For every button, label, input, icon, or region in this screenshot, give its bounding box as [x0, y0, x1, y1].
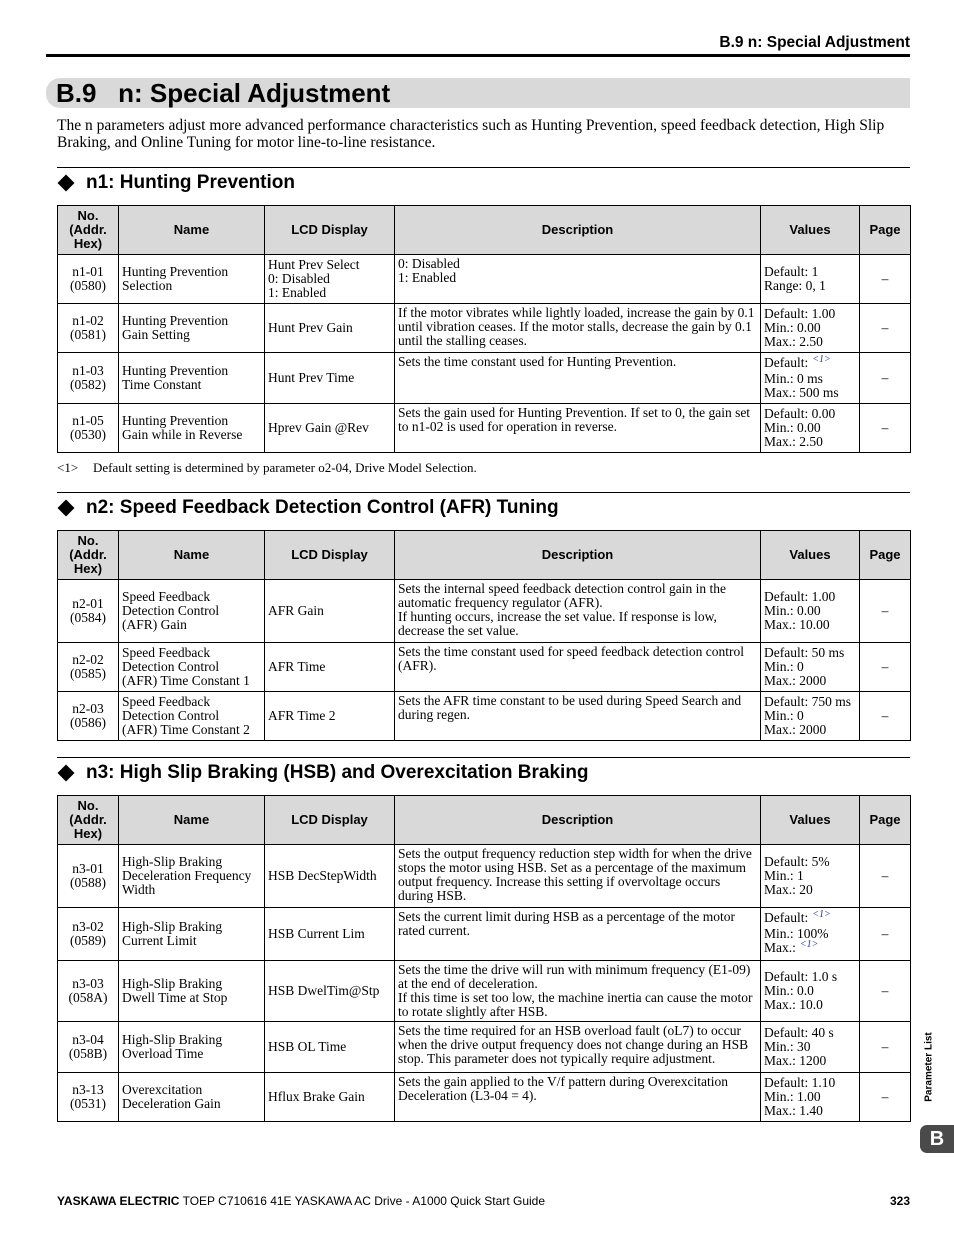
param-lcd-display: HSB Current Lim	[265, 908, 395, 961]
param-number: n3-04 (058B)	[58, 1022, 119, 1073]
table-row	[58, 353, 911, 404]
parameter-table-n3	[57, 795, 911, 1122]
param-name: Speed Feedback Detection Control (AFR) Time Constant 2	[119, 692, 265, 741]
param-page: –	[860, 255, 911, 304]
param-description: Sets the output frequency reduction step width for when the drive stops the motor using HSB. Set as a percentage of the maximum output frequency. Increase this setting if overvoltage occurs during HSB.	[395, 845, 761, 908]
diamond-bullet-icon	[58, 765, 75, 782]
param-number: n3-01 (0588)	[58, 845, 119, 908]
param-number: n2-01 (0584)	[58, 580, 119, 643]
diamond-bullet-icon	[58, 175, 75, 192]
col-header-page: Page	[860, 531, 911, 580]
param-number: n1-01 (0580)	[58, 255, 119, 304]
param-number: n3-03 (058A)	[58, 961, 119, 1022]
col-header-description: Description	[395, 531, 761, 580]
param-lcd-display: Hprev Gain @Rev	[265, 404, 395, 453]
param-values: Default: 50 ms Min.: 0 Max.: 2000	[761, 643, 860, 692]
footnote-mark: <1>	[57, 460, 79, 475]
footer-brand: YASKAWA ELECTRIC	[57, 1194, 180, 1208]
footer-doc-title: TOEP C710616 41E YASKAWA AC Drive - A1000 Quick Start Guide	[182, 1194, 546, 1208]
param-name: High-Slip Braking Overload Time	[119, 1022, 265, 1073]
param-description: 0: Disabled 1: Enabled	[395, 255, 761, 304]
values-default-label: Default:	[764, 355, 809, 370]
table-row	[58, 404, 911, 453]
subsection-rule	[57, 167, 910, 168]
param-description: Sets the time constant used for speed feedback detection control (AFR).	[395, 643, 761, 692]
param-values: Default: 750 ms Min.: 0 Max.: 2000	[761, 692, 860, 741]
col-header-description: Description	[395, 206, 761, 255]
param-values: Default: 1.0 s Min.: 0.0 Max.: 10.0	[761, 961, 860, 1022]
param-number: n3-02 (0589)	[58, 908, 119, 961]
param-number: n1-05 (0530)	[58, 404, 119, 453]
col-header-no: No. (Addr. Hex)	[58, 796, 119, 845]
col-header-lcd: LCD Display	[265, 796, 395, 845]
section-title	[56, 78, 390, 108]
table-row	[58, 1022, 911, 1073]
footnote-text: Default setting is determined by parameter o2-04, Drive Model Selection.	[93, 460, 477, 475]
param-page: –	[860, 692, 911, 741]
param-values	[761, 908, 860, 961]
param-name: High-Slip Braking Deceleration Frequency Width	[119, 845, 265, 908]
param-values: Default: 1.00 Min.: 0.00 Max.: 2.50	[761, 304, 860, 353]
side-tab-label	[915, 1027, 943, 1107]
page-footer	[57, 1194, 910, 1208]
param-description: Sets the time the drive will run with minimum frequency (E1-09) at the end of deceleration. If this time is set too low, the machine inertia can cause the motor to rotate slightly after HSB.	[395, 961, 761, 1022]
footnote-link[interactable]: <1>	[812, 354, 831, 365]
subsection-rule	[57, 492, 910, 493]
param-number: n2-03 (0586)	[58, 692, 119, 741]
table-row	[58, 961, 911, 1022]
footnote	[57, 460, 477, 476]
col-header-lcd: LCD Display	[265, 206, 395, 255]
table-row	[58, 1073, 911, 1122]
param-name: Hunting Prevention Gain while in Reverse	[119, 404, 265, 453]
param-name: High-Slip Braking Current Limit	[119, 908, 265, 961]
diamond-bullet-icon	[58, 500, 75, 517]
parameter-table-n1	[57, 205, 911, 453]
parameter-table-n2	[57, 530, 911, 741]
table-header-row	[58, 531, 911, 580]
page-number: 323	[889, 1194, 910, 1208]
param-name: Speed Feedback Detection Control (AFR) Time Constant 1	[119, 643, 265, 692]
param-lcd-display: AFR Gain	[265, 580, 395, 643]
param-number: n3-13 (0531)	[58, 1073, 119, 1122]
param-page: –	[860, 580, 911, 643]
param-values: Default: 1.10 Min.: 1.00 Max.: 1.40	[761, 1073, 860, 1122]
table-row	[58, 845, 911, 908]
table-row	[58, 692, 911, 741]
param-lcd-display: HSB DwelTim@Stp	[265, 961, 395, 1022]
col-header-values: Values	[761, 796, 860, 845]
running-header: B.9 n: Special Adjustment	[719, 34, 910, 51]
subsection-heading-n2	[57, 497, 559, 519]
col-header-name: Name	[119, 796, 265, 845]
param-values: Default: 40 s Min.: 30 Max.: 1200	[761, 1022, 860, 1073]
table-row	[58, 580, 911, 643]
col-header-page: Page	[860, 796, 911, 845]
table-row	[58, 304, 911, 353]
subsection-title: n2: Speed Feedback Detection Control (AFR) Tuning	[86, 497, 559, 518]
footnote-link[interactable]: <1>	[812, 909, 831, 920]
param-page: –	[860, 845, 911, 908]
param-description: If the motor vibrates while lightly loaded, increase the gain by 0.1 until vibration ceases. If the motor stalls, decrease the gain by 0.1 until the stalling ceases.	[395, 304, 761, 353]
col-header-values: Values	[761, 206, 860, 255]
header-rule	[46, 54, 910, 57]
subsection-title: n3: High Slip Braking (HSB) and Overexcitation Braking	[86, 762, 589, 783]
param-lcd-display: Hunt Prev Select 0: Disabled 1: Enabled	[265, 255, 395, 304]
param-values: Default: 0.00 Min.: 0.00 Max.: 2.50	[761, 404, 860, 453]
col-header-name: Name	[119, 531, 265, 580]
param-values: Default: 1.00 Min.: 0.00 Max.: 10.00	[761, 580, 860, 643]
values-min: Min.: 100%	[764, 926, 829, 941]
param-lcd-display: HSB OL Time	[265, 1022, 395, 1073]
col-header-no: No. (Addr. Hex)	[58, 206, 119, 255]
param-number: n1-03 (0582)	[58, 353, 119, 404]
section-title-band	[46, 78, 910, 108]
param-lcd-display: AFR Time	[265, 643, 395, 692]
param-page: –	[860, 1073, 911, 1122]
section-number: B.9	[56, 78, 97, 108]
param-description: Sets the gain used for Hunting Prevention. If set to 0, the gain set to n1-02 is used for operation in reverse.	[395, 404, 761, 453]
param-name: Hunting Prevention Time Constant	[119, 353, 265, 404]
col-header-lcd: LCD Display	[265, 531, 395, 580]
param-page: –	[860, 961, 911, 1022]
subsection-rule	[57, 757, 910, 758]
param-values	[761, 353, 860, 404]
param-description: Sets the time required for an HSB overload fault (oL7) to occur when the drive output frequency does not change during an HSB stop. This parameter does not typically require adjustment.	[395, 1022, 761, 1073]
param-name: Hunting Prevention Selection	[119, 255, 265, 304]
param-name: Speed Feedback Detection Control (AFR) Gain	[119, 580, 265, 643]
values-range: Min.: 0 ms Max.: 500 ms	[764, 371, 839, 400]
col-header-values: Values	[761, 531, 860, 580]
table-row	[58, 908, 911, 961]
param-number: n2-02 (0585)	[58, 643, 119, 692]
param-page: –	[860, 908, 911, 961]
param-lcd-display: Hunt Prev Gain	[265, 304, 395, 353]
param-page: –	[860, 404, 911, 453]
param-values: Default: 5% Min.: 1 Max.: 20	[761, 845, 860, 908]
col-header-no: No. (Addr. Hex)	[58, 531, 119, 580]
subsection-heading-n1	[57, 172, 295, 194]
param-values: Default: 1 Range: 0, 1	[761, 255, 860, 304]
table-row	[58, 643, 911, 692]
param-lcd-display: AFR Time 2	[265, 692, 395, 741]
col-header-page: Page	[860, 206, 911, 255]
param-description: Sets the time constant used for Hunting Prevention.	[395, 353, 761, 404]
param-page: –	[860, 1022, 911, 1073]
param-name: High-Slip Braking Dwell Time at Stop	[119, 961, 265, 1022]
table-header-row	[58, 206, 911, 255]
param-page: –	[860, 643, 911, 692]
param-lcd-display: Hflux Brake Gain	[265, 1073, 395, 1122]
subsection-heading-n3	[57, 762, 589, 784]
param-name: Hunting Prevention Gain Setting	[119, 304, 265, 353]
values-default-label: Default:	[764, 910, 809, 925]
param-description: Sets the current limit during HSB as a percentage of the motor rated current.	[395, 908, 761, 961]
table-header-row	[58, 796, 911, 845]
param-description: Sets the internal speed feedback detection control gain in the automatic frequency regulator (AFR). If hunting occurs, increase the set value. If response is low, decrease the set value.	[395, 580, 761, 643]
param-description: Sets the AFR time constant to be used during Speed Search and during regen.	[395, 692, 761, 741]
param-lcd-display: HSB DecStepWidth	[265, 845, 395, 908]
values-max-label: Max.:	[764, 940, 796, 955]
param-lcd-display: Hunt Prev Time	[265, 353, 395, 404]
footnote-link[interactable]: <1>	[799, 939, 819, 950]
table-row	[58, 255, 911, 304]
appendix-tab[interactable]: B	[920, 1125, 954, 1153]
param-number: n1-02 (0581)	[58, 304, 119, 353]
section-title-text: n: Special Adjustment	[118, 78, 391, 108]
col-header-description: Description	[395, 796, 761, 845]
col-header-name: Name	[119, 206, 265, 255]
param-page: –	[860, 353, 911, 404]
param-description: Sets the gain applied to the V/f pattern during Overexcitation Deceleration (L3-04 = 4).	[395, 1073, 761, 1122]
subsection-title: n1: Hunting Prevention	[86, 172, 295, 193]
section-intro: The n parameters adjust more advanced performance characteristics such as Hunting Prevention, speed feedback detection, High Slip Braking, and Online Tuning for motor line-to-line resistance.	[57, 117, 885, 151]
side-tab-text: Parameter List	[923, 1032, 935, 1102]
param-name: Overexcitation Deceleration Gain	[119, 1073, 265, 1122]
param-page: –	[860, 304, 911, 353]
